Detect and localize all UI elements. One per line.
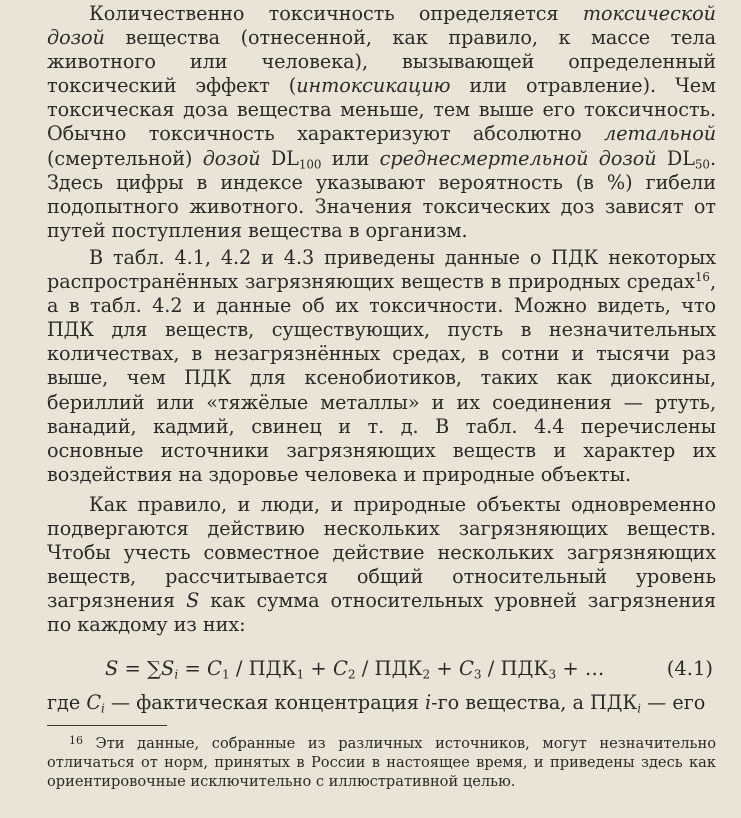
paragraph-pdk-tables — [47, 246, 716, 487]
text: где — [47, 691, 87, 715]
variable: C — [332, 657, 348, 681]
emphasis: летальной — [604, 122, 716, 146]
variable: C — [207, 657, 222, 681]
sum-symbol: ∑ — [147, 657, 162, 681]
operator: = — [178, 657, 208, 681]
text: (смертельной) — [47, 146, 203, 170]
text: или отравление). Чем токсическая доза вещества меньше, тем выше его токсичность. Обычно токсичность характеризуют абсолютно — [47, 74, 716, 146]
emphasis: дозой — [202, 146, 261, 170]
subscript: i — [174, 668, 179, 683]
ellipsis: + … — [556, 657, 605, 681]
text: DL — [260, 146, 299, 170]
text: вещества (отнесенной, как правило, к массе тела животного или человека), вызывающей определенный токсический эффект ( — [47, 26, 716, 98]
term: / ПДК — [355, 657, 423, 681]
operator: + — [304, 657, 333, 681]
variable: C — [458, 657, 474, 681]
text: -го вещества, а ПДК — [431, 691, 638, 715]
operator: = — [118, 657, 148, 681]
paragraph-toxicity — [47, 2, 716, 243]
term: / ПДК — [229, 657, 297, 681]
term: / ПДК — [481, 657, 549, 681]
subscript: 3 — [473, 668, 482, 683]
subscript: 1 — [221, 668, 230, 683]
footnote-mark: 16 — [69, 734, 83, 748]
emphasis: интоксикацию — [296, 74, 451, 98]
text: или — [321, 146, 380, 170]
text: Как правило, и люди, и природные объекты одновременно подвергаются действию нескольких загрязняющих веществ. Чтобы учесть совместное действие нескольких загрязняющих веществ, рассчитывается общий относительный уровень загрязнения — [47, 492, 716, 613]
formula-4-1 — [47, 655, 716, 683]
variable: S — [186, 589, 200, 613]
footnote-divider — [47, 725, 167, 726]
text: как сумма относительных уровней загрязнения по каждому из них: — [47, 589, 716, 637]
footnote-16 — [47, 734, 716, 791]
operator: + — [430, 657, 459, 681]
emphasis: среднесмертельной дозой — [379, 146, 657, 170]
text: Количественно токсичность определяется — [89, 2, 583, 25]
footnote-reference[interactable]: 16 — [694, 269, 710, 284]
subscript: 2 — [347, 668, 356, 683]
book-page — [0, 2, 741, 818]
equation-number: (4.1) — [666, 657, 713, 681]
subscript: 1 — [296, 668, 305, 683]
text: . Здесь цифры в индексе указывают вероятность (в %) гибели подопытного животного. Значения токсических доз зависят от путей поступления вещества в организм. — [47, 146, 717, 242]
paragraph-combined-pollution — [47, 493, 716, 638]
text: DL — [656, 146, 695, 170]
variable: C — [86, 691, 102, 715]
emphasis: токсической дозой — [47, 2, 716, 50]
text: — его — [641, 691, 706, 715]
text: В табл. 4.1, 4.2 и 4.3 приведены данные о ПДК некоторых распространённых загрязняющих веществ в природных средах — [47, 245, 716, 294]
subscript: 2 — [422, 668, 431, 683]
text: — фактическая концентрация — [104, 691, 425, 715]
variable: i — [424, 691, 432, 715]
paragraph-continuation — [47, 691, 716, 715]
subscript: i — [637, 702, 641, 716]
subscript: 100 — [298, 157, 322, 172]
subscript: i — [101, 702, 105, 716]
formula-expression — [105, 655, 604, 683]
variable: S — [105, 657, 119, 681]
subscript: 3 — [548, 668, 557, 683]
variable: S — [161, 657, 175, 681]
text: , а в табл. 4.2 и данные об их токсичности. Можно видеть, что ПДК для веществ, существующих, пусть в незначительных количествах, в незагрязнённых средах, в сотни и тысячи раз выше, чем ПДК для ксенобиотиков, таких как диоксины, бериллий или «тяжёлые металлы» и их соединения — ртуть, ванадий, кадмий, свинец и т. д. В табл. 4.4 перечислены основные источники загрязняющих веществ и характер их воздействия на здоровье человека и природные объекты. — [47, 270, 716, 486]
subscript: 50 — [694, 157, 710, 172]
footnote-text: Эти данные, собранные из различных источников, могут незначительно отличаться от норм, принятых в России в настоящее время, и приведены здесь как ориентировочные исключительно с иллюстративной целью. — [47, 735, 716, 791]
